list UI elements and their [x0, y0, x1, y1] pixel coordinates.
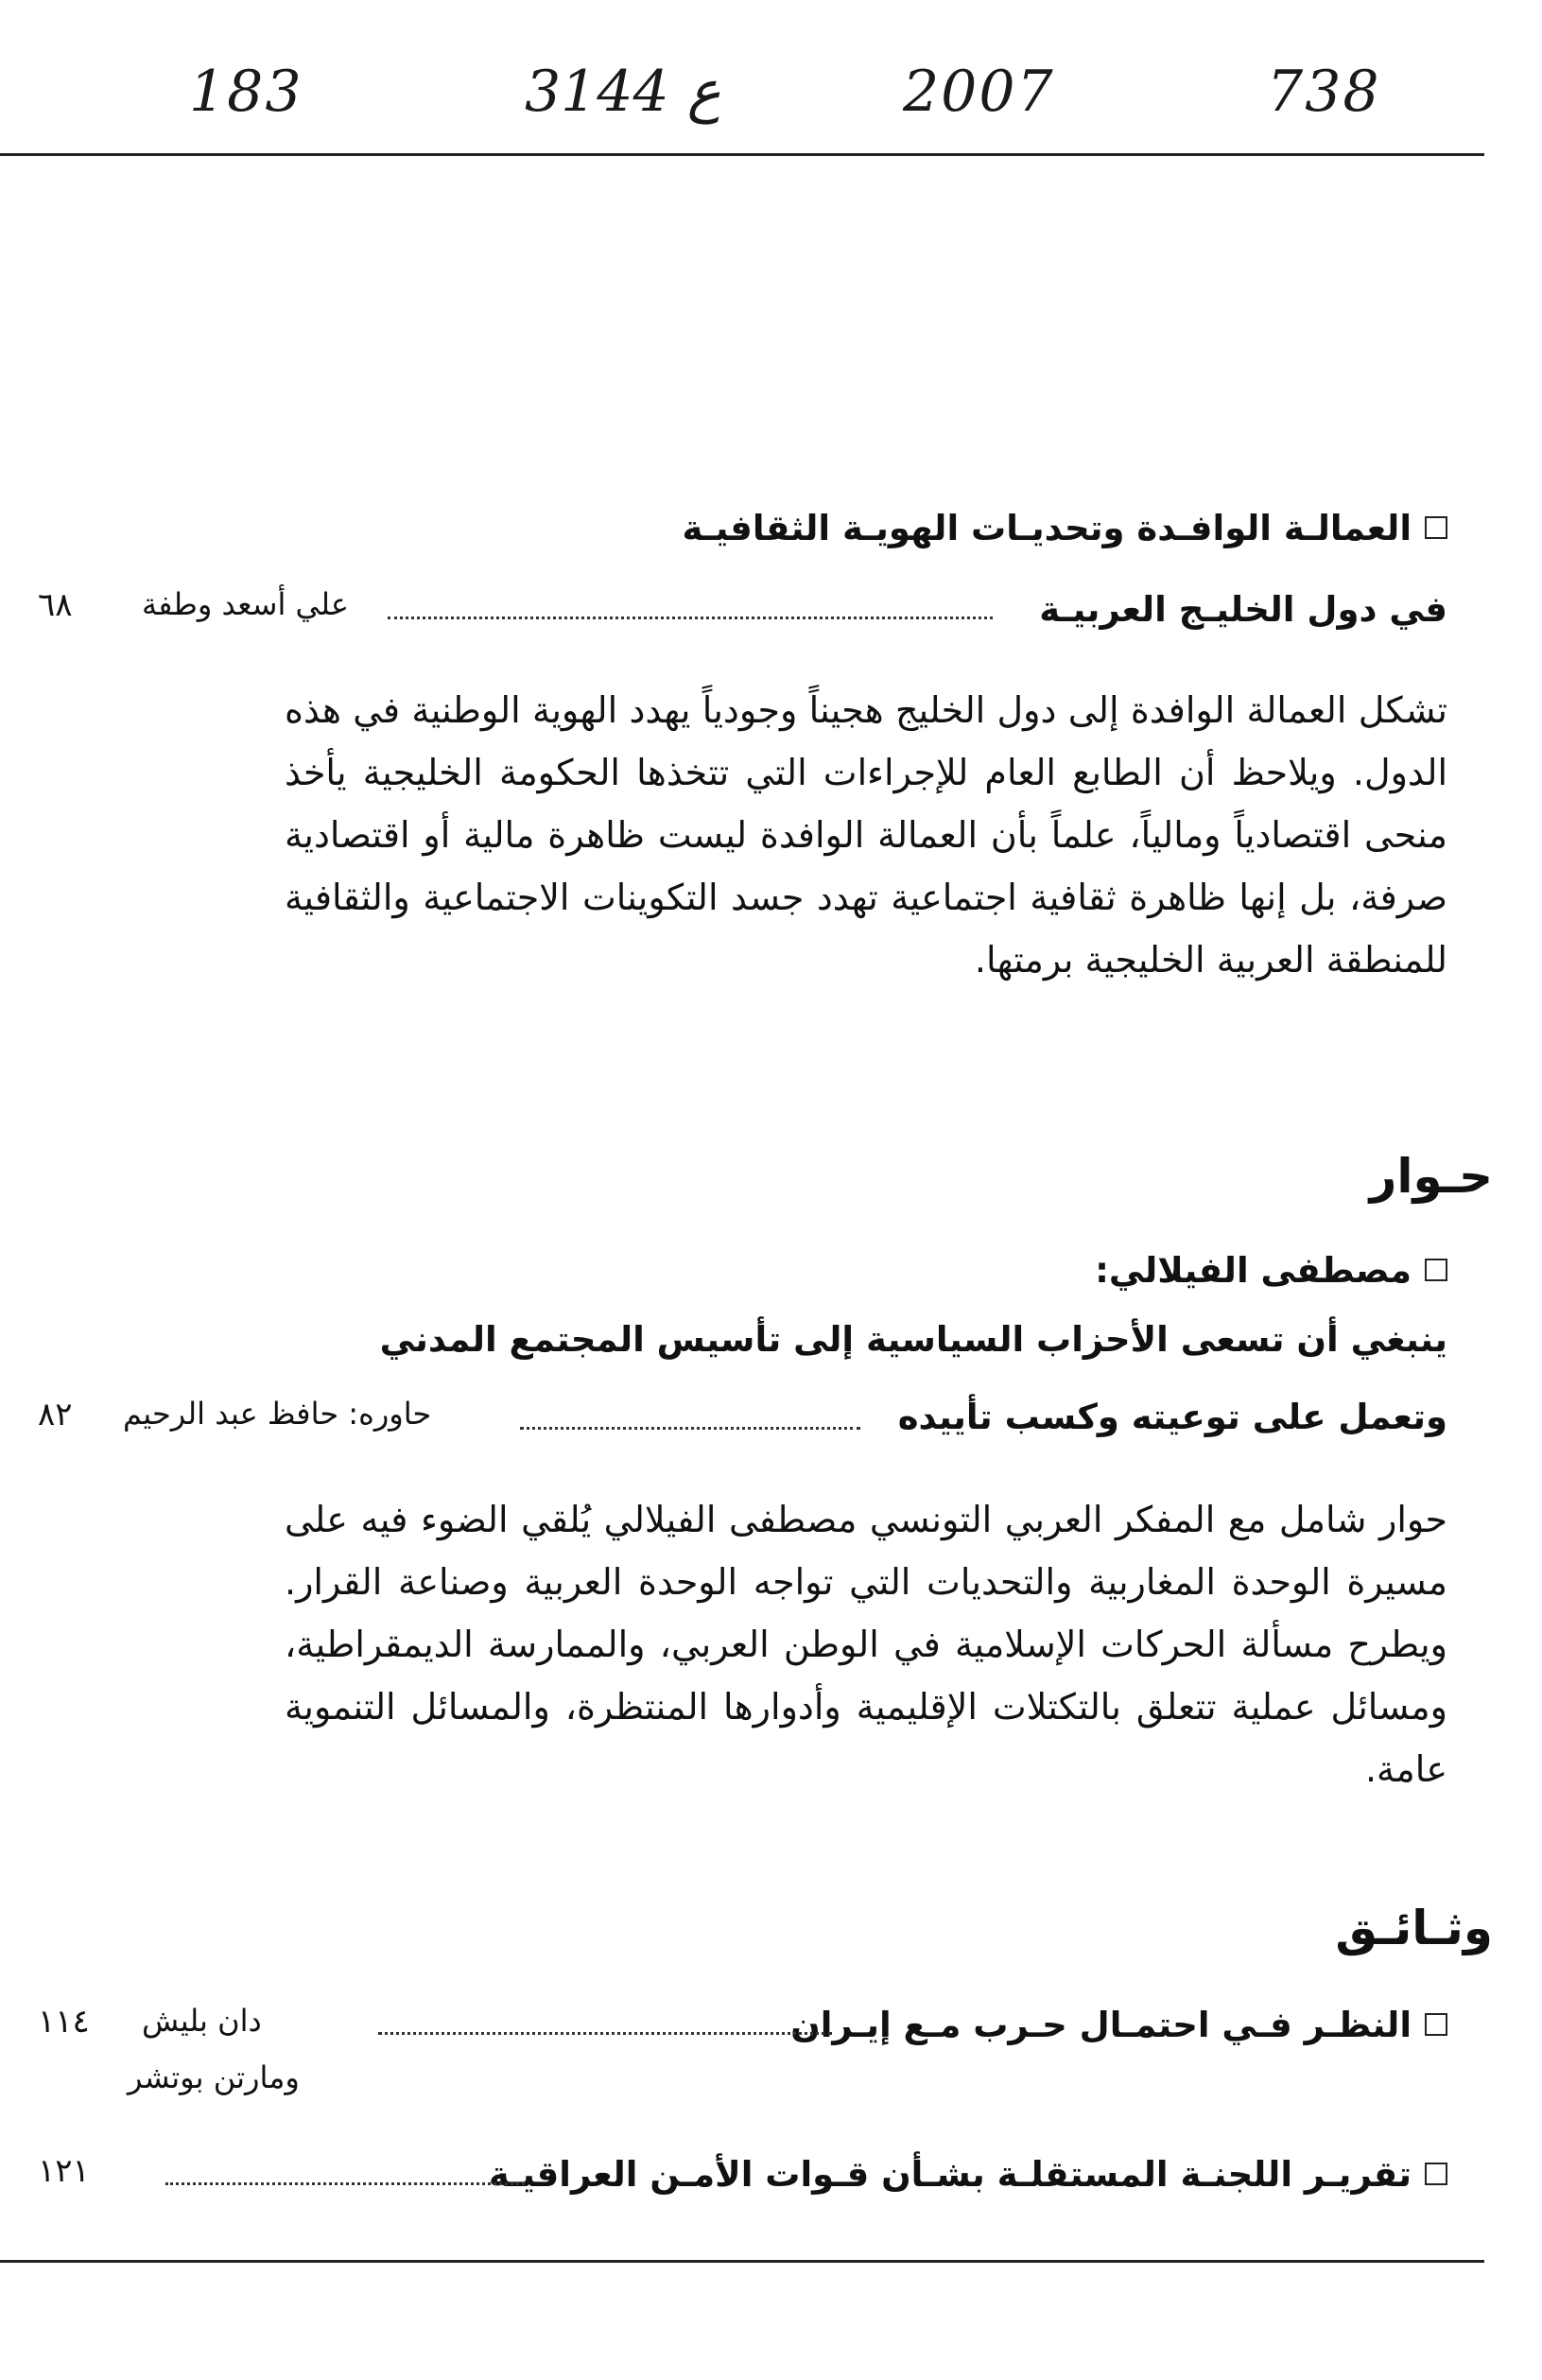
document-2-title-text: تقريـر اللجنـة المستقلـة بشـأن قـوات الأمـن العراقيـة: [488, 2154, 1412, 2195]
document-1-author-line1: دان بليش: [142, 2003, 262, 2039]
document-2-title: [489, 2154, 1447, 2195]
entry-1-author: علي أسعد وطفة: [142, 586, 349, 622]
checkbox-icon: [1425, 2163, 1447, 2185]
entry-1-page-number: ٦٨: [38, 586, 73, 624]
interview-title-line1: [1095, 1250, 1447, 1291]
section-heading-documents: وثـائـق: [1335, 1901, 1493, 1955]
handwritten-number-2: 3144 ع: [525, 59, 721, 125]
document-1-title-text: النظـر فـي احتمـال حـرب مـع إيـران: [790, 2005, 1412, 2045]
handwritten-year: 2007: [903, 59, 1055, 125]
entry-1-abstract: تشكل العمالة الوافدة إلى دول الخليج هجيناً وجودياً يهدد الهوية الوطنية في هذه الدول. ويلاحظ أن الطابع العام للإجراءات التي تتخذها الحكومة الخليجية يأخذ منحى اقتصادياً ومالياً، علماً بأن العمالة الوافدة ليست ظاهرة مالية أو اقتصادية صرفة، بل إنها ظاهرة ثقافية اجتماعية تهدد جسد التكوينات الاجتماعية والثقافية للمنطقة العربية الخليجية برمتها.: [285, 689, 1447, 981]
interview-title-text: مصطفى الفيلالي:: [1095, 1250, 1412, 1291]
header-rule: [0, 153, 1484, 156]
leader-dots: [520, 1425, 860, 1430]
section-heading-interview: حـوار: [1369, 1149, 1493, 1204]
handwritten-number-4: 738: [1267, 59, 1381, 125]
document-1-title: [790, 2005, 1447, 2045]
leader-dots: [388, 615, 993, 619]
leader-dots: [165, 2180, 525, 2185]
interview-abstract: حوار شامل مع المفكر العربي التونسي مصطفى الفيلالي يُلقي الضوء فيه على مسيرة الوحدة المغاربية والتحديات التي تواجه الوحدة العربية وصناعة القرار. ويطرح مسألة الحركات الإسلامية في الوطن العربي، والممارسة الديمقراطية، ومسائل عملية تتعلق بالتكتلات الإقليمية وأدوارها المنتظرة، والمسائل التنموية عامة.: [285, 1499, 1447, 1790]
checkbox-icon: [1425, 516, 1447, 539]
entry-1-title-text: العمالـة الوافـدة وتحديـات الهويـة الثقافيـة: [682, 508, 1412, 548]
document-1-page-number: ١١٤: [38, 2003, 90, 2041]
interview-title-line2: ينبغي أن تسعى الأحزاب السياسية إلى تأسيس المجتمع المدني: [379, 1319, 1447, 1360]
document-2-page-number: ١٢١: [38, 2152, 90, 2190]
handwritten-number-1: 183: [189, 59, 303, 125]
checkbox-icon: [1425, 2013, 1447, 2036]
interview-page-number: ٨٢: [38, 1396, 73, 1433]
document-1-author-line2: ومارتن بوتشر: [128, 2059, 300, 2095]
footer-rule: [0, 2260, 1484, 2263]
entry-1-title-line1: [682, 508, 1447, 548]
checkbox-icon: [1425, 1259, 1447, 1281]
interview-title-line3: وتعمل على توعيته وكسب تأييده: [897, 1397, 1447, 1437]
interview-author: حاوره: حافظ عبد الرحيم: [123, 1396, 432, 1432]
entry-1-title-line2: في دول الخليـج العربيـة: [1039, 589, 1447, 630]
leader-dots: [378, 2030, 832, 2035]
